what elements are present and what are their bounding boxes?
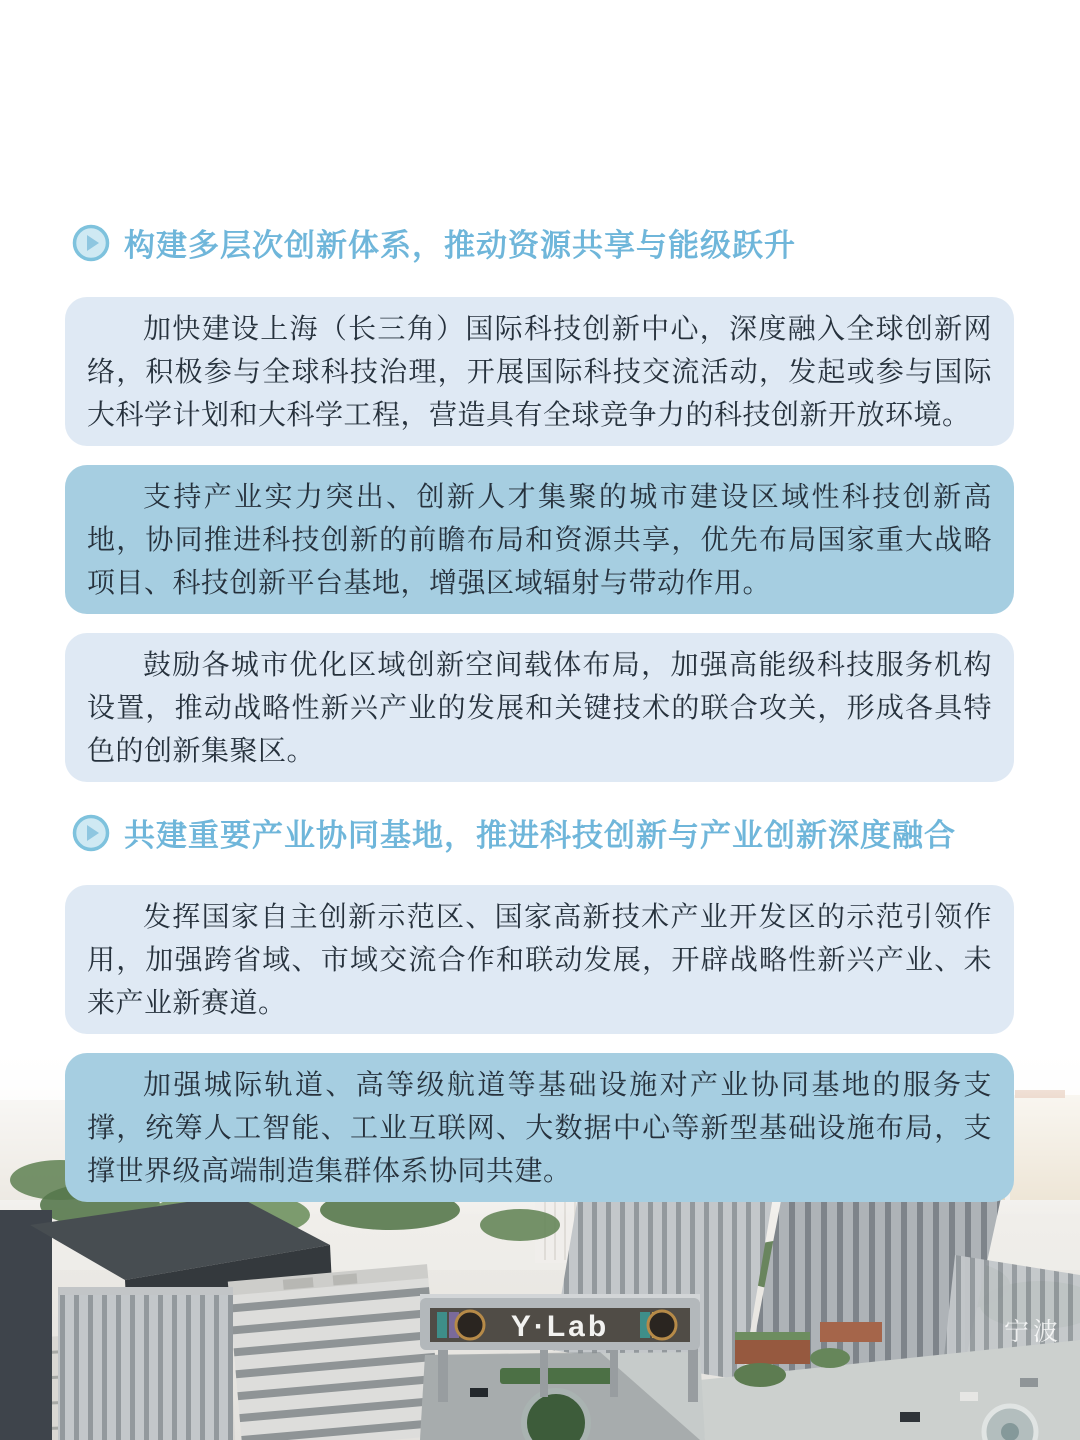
watermark-text: 宁波 bbox=[1004, 1318, 1063, 1346]
paragraph-text-4: 发挥国家自主创新示范区、国家高新技术产业开发区的示范引领作用，加强跨省域、市域交流合作和联动发展，开辟战略性新兴产业、未来产业新赛道。 bbox=[87, 901, 992, 1018]
floors-tower bbox=[228, 1264, 442, 1440]
play-icon bbox=[72, 224, 110, 262]
paragraph-text-2: 支持产业实力突出、创新人才集聚的城市建设区域性科技创新高地，协同推进科技创新的前瞻布局和资源共享，优先布局国家重大战略项目、科技创新平台基地，增强区域辐射与带动作用。 bbox=[87, 481, 992, 598]
paragraph-text-3: 鼓励各城市优化区域创新空间载体布局，加强高能级科技服务机构设置，推动战略性新兴产业的发展和关键技术的联合攻关，形成各具特色的创新集聚区。 bbox=[87, 649, 992, 766]
paragraph-card-2 bbox=[65, 465, 1014, 614]
bridge-logo-left bbox=[456, 1311, 484, 1339]
ylab-sign-text: Y·Lab bbox=[510, 1310, 610, 1343]
paragraph-text-5: 加强城际轨道、高等级航道等基础设施对产业协同基地的服务支撑，统筹人工智能、工业互联网、大数据中心等新型基础设施布局，支撑世界级高端制造集群体系协同共建。 bbox=[87, 1069, 992, 1186]
plaza bbox=[420, 1352, 705, 1440]
section-heading-1 bbox=[0, 0, 1080, 265]
paragraph-card-4 bbox=[65, 885, 1014, 1034]
play-icon bbox=[72, 814, 110, 852]
paragraph-card-5 bbox=[65, 1053, 1014, 1202]
paragraph-card-1 bbox=[65, 297, 1014, 446]
paragraph-text-1: 加快建设上海（长三角）国际科技创新中心，深度融入全球创新网络，积极参与全球科技治理，开展国际科技交流活动，发起或参与国际大科学计划和大科学工程，营造具有全球竞争力的科技创新开放环境。 bbox=[87, 313, 992, 430]
section-title-1: 构建多层次创新体系，推动资源共享与能级跃升 bbox=[124, 228, 796, 263]
bridge-logo-right bbox=[648, 1311, 676, 1339]
section-title-2: 共建重要产业协同基地，推进科技创新与产业创新深度融合 bbox=[124, 818, 956, 853]
round-planter bbox=[524, 1391, 588, 1440]
paragraph-card-3 bbox=[65, 633, 1014, 782]
section-heading-2 bbox=[0, 810, 1080, 855]
left-striped-tower bbox=[58, 1287, 233, 1440]
